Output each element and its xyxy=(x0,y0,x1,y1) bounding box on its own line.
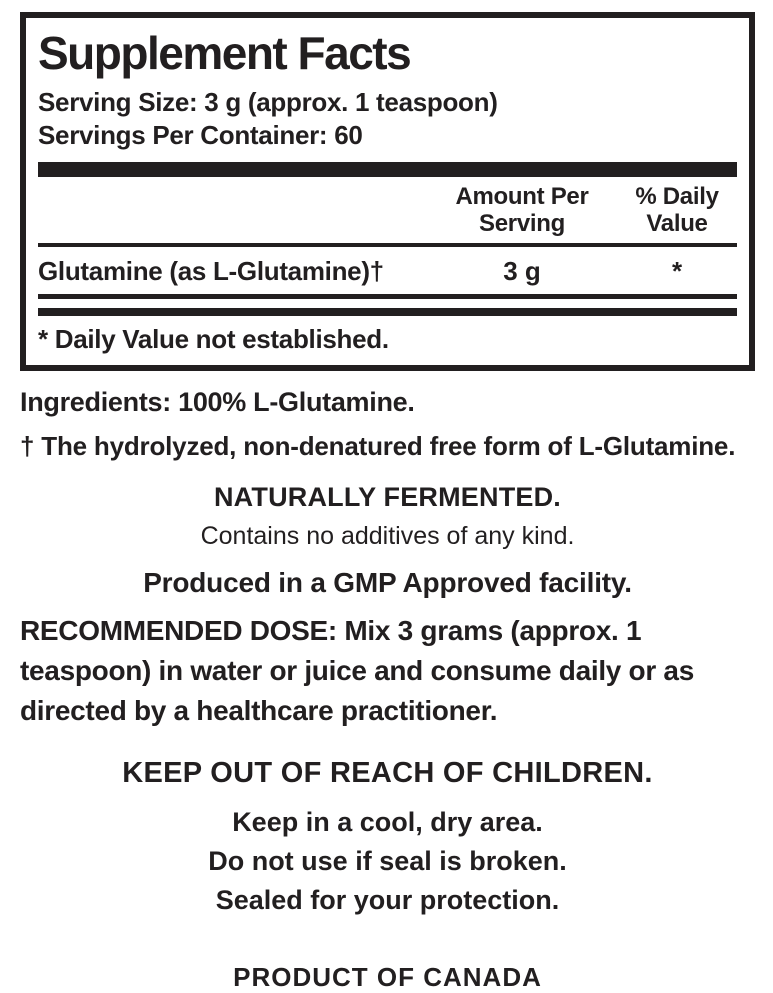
storage-line-1: Keep in a cool, dry area. xyxy=(232,807,543,837)
amount-header-line2: Serving xyxy=(479,210,565,237)
origin-footer: PRODUCT OF CANADA xyxy=(233,962,542,992)
directions-label: RECOMMENDED DOSE: xyxy=(20,615,337,646)
ingredients-line: Ingredients: 100% L-Glutamine. xyxy=(20,387,415,417)
rule-gap xyxy=(38,299,737,308)
daily-value-header xyxy=(617,183,737,237)
label-details xyxy=(20,387,755,993)
dv-header-line2: Value xyxy=(646,210,708,237)
ingredient-name: Glutamine (as L-Glutamine)† xyxy=(38,256,384,286)
dagger-footnote: † The hydrolyzed, non-denatured free form of L-Glutamine. xyxy=(20,431,736,461)
contains-statement: Contains no additives of any kind. xyxy=(200,522,575,550)
ingredient-amount: 3 g xyxy=(503,256,541,286)
ingredient-daily-value: * xyxy=(671,256,683,286)
amount-header-line1: Amount Per xyxy=(455,183,589,210)
amount-per-serving-header xyxy=(427,183,617,237)
servings-per-container: Servings Per Container: 60 xyxy=(38,120,363,150)
column-header-row xyxy=(38,177,737,243)
thick-divider-bar xyxy=(38,162,737,177)
daily-value-footnote: * Daily Value not established. xyxy=(38,324,389,354)
callout-facility: Produced in a GMP Approved facility. xyxy=(143,567,632,598)
footnote-divider-bar xyxy=(38,308,737,316)
ingredient-row xyxy=(38,247,737,294)
storage-line-3: Sealed for your protection. xyxy=(215,885,560,915)
supplement-facts-panel xyxy=(20,12,755,371)
callout-fermented: NATURALLY FERMENTED. xyxy=(213,482,561,512)
storage-line-2: Do not use if seal is broken. xyxy=(208,846,567,876)
serving-size: Serving Size: 3 g (approx. 1 teaspoon) xyxy=(38,87,498,117)
storage-instructions xyxy=(20,803,755,920)
directions-text: Mix 3 grams (approx. 1 teaspoon) in water or juice and consume daily or as directed by a healthcare practitioner. xyxy=(20,615,694,726)
panel-title: Supplement Facts xyxy=(38,27,411,79)
children-warning: KEEP OUT OF REACH OF CHILDREN. xyxy=(122,757,653,789)
dv-header-line1: % Daily xyxy=(635,183,719,210)
directions-paragraph xyxy=(20,611,760,731)
